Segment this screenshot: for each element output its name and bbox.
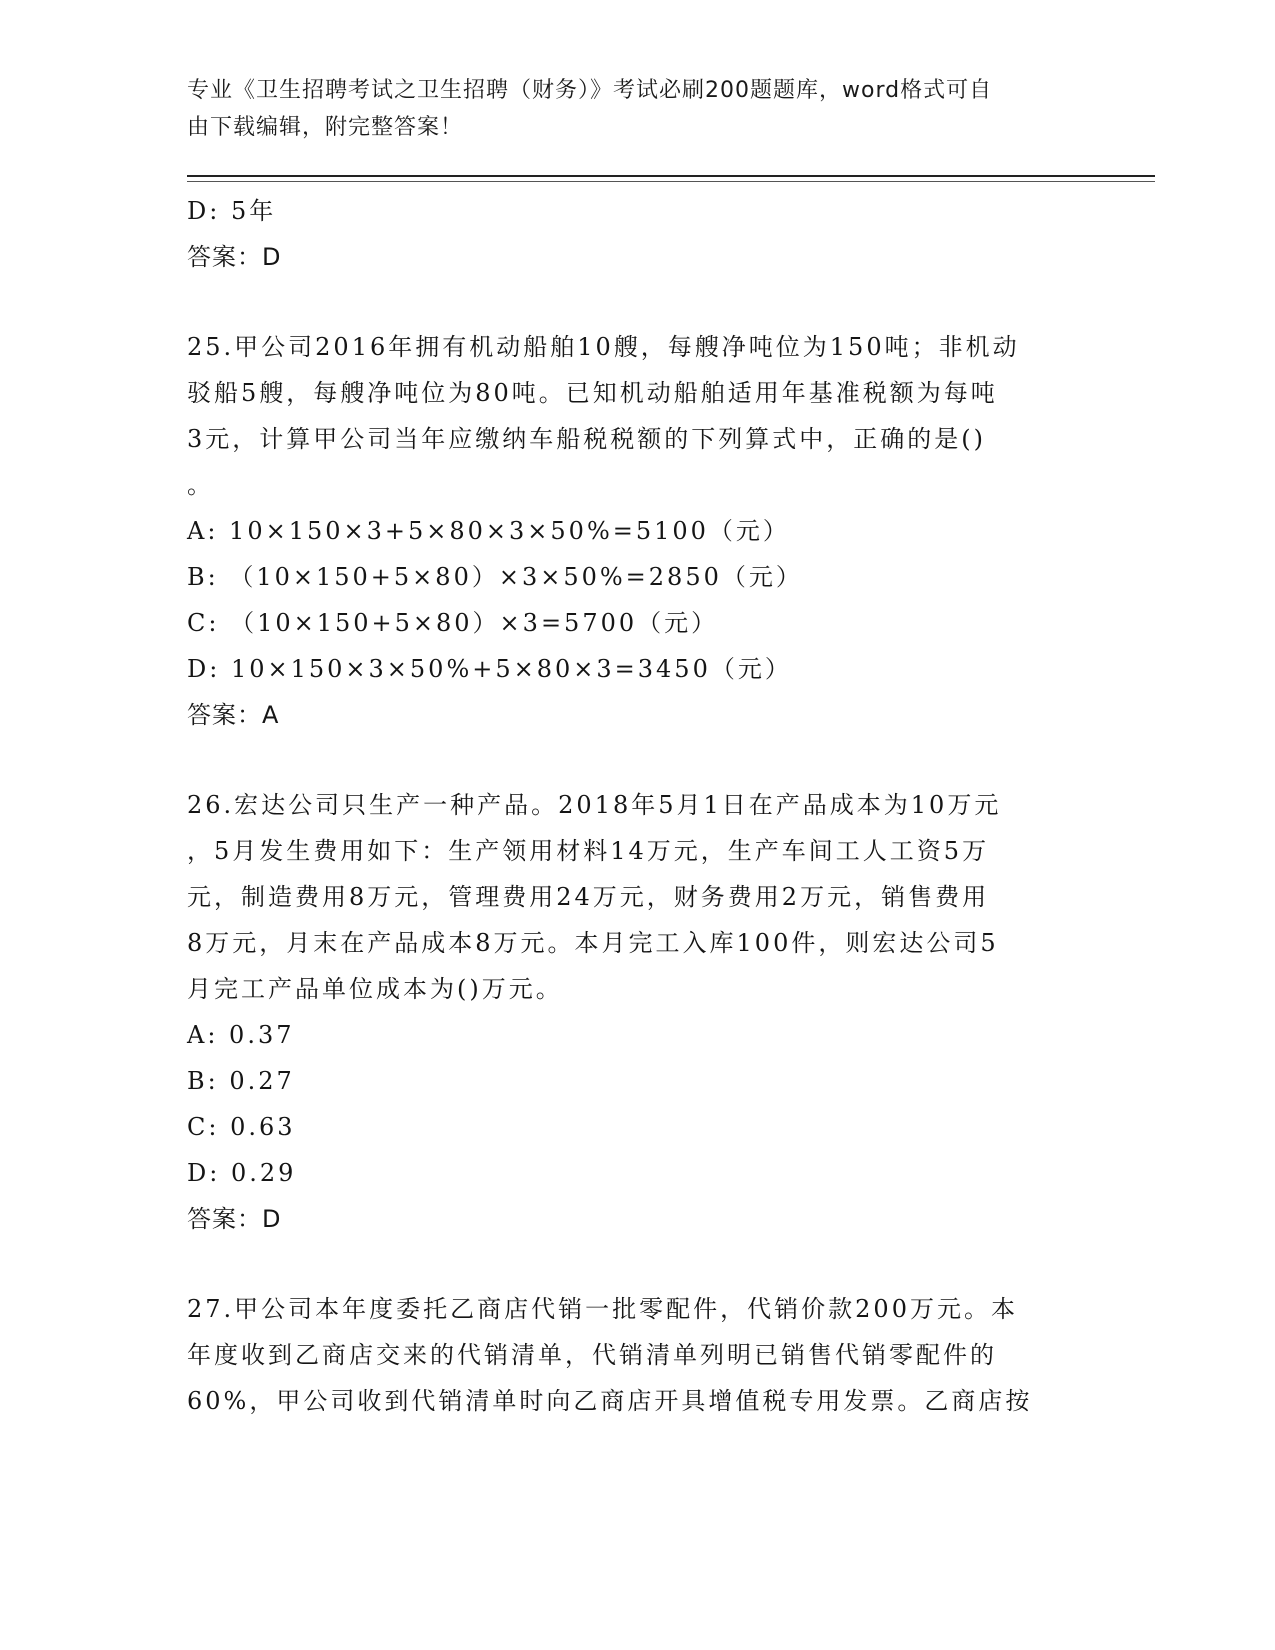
question-stem-line: 元，制造费用8万元，管理费用24万元，财务费用2万元，销售费用	[187, 883, 990, 911]
question-stem-line: 60%，甲公司收到代销清单时向乙商店开具增值税专用发票。乙商店按	[187, 1387, 1033, 1415]
question-stem-line: 25.甲公司2016年拥有机动船舶10艘，每艘净吨位为150吨；非机动	[187, 333, 1020, 361]
header-divider-thin	[187, 181, 1155, 182]
question-stem-line: 月完工产品单位成本为()万元。	[187, 975, 563, 1003]
answer-line: 答案：A	[187, 701, 280, 729]
header-line-2: 由下载编辑，附完整答案！	[187, 115, 464, 140]
option-b: B: （10×150+5×80）×3×50%=2850（元）	[187, 563, 803, 591]
question-25	[187, 324, 1087, 738]
header-line-1: 专业《卫生招聘考试之卫生招聘（财务）》考试必刷200题题库，word格式可自	[187, 78, 993, 103]
header-divider-thick	[187, 175, 1155, 177]
answer-line: 答案：D	[187, 1205, 282, 1233]
question-stem-line: 27.甲公司本年度委托乙商店代销一批零配件，代销价款200万元。本	[187, 1295, 1018, 1323]
option-a: A: 10×150×3+5×80×3×50%=5100（元）	[187, 517, 790, 545]
question-stem-line: ，5月发生费用如下：生产领用材料14万元，生产车间工人工资5万	[187, 837, 990, 865]
question-26	[187, 782, 1087, 1242]
answer-line: 答案：D	[187, 243, 282, 271]
question-27	[187, 1286, 1087, 1424]
question-stem-line: 驳船5艘，每艘净吨位为80吨。已知机动船舶适用年基准税额为每吨	[187, 379, 998, 407]
question-stem-line: 8万元，月末在产品成本8万元。本月完工入库100件，则宏达公司5	[187, 929, 999, 957]
option-c: C: 0.63	[187, 1113, 296, 1141]
document-body	[187, 188, 1087, 1424]
option-d: D: 0.29	[187, 1159, 297, 1187]
option-c: C: （10×150+5×80）×3=5700（元）	[187, 609, 719, 637]
option-a: A: 0.37	[187, 1021, 295, 1049]
document-header	[187, 72, 1067, 146]
prev-question-tail	[187, 188, 1087, 280]
option-d: D: 10×150×3×50%+5×80×3=3450（元）	[187, 655, 792, 683]
question-stem-line: 26.宏达公司只生产一种产品。2018年5月1日在产品成本为10万元	[187, 791, 1002, 819]
question-stem-line: 3元，计算甲公司当年应缴纳车船税税额的下列算式中，正确的是()	[187, 425, 986, 453]
option-d: D: 5年	[187, 197, 277, 225]
option-b: B: 0.27	[187, 1067, 295, 1095]
question-stem-line: 。	[187, 471, 214, 499]
question-stem-line: 年度收到乙商店交来的代销清单，代销清单列明已销售代销零配件的	[187, 1341, 997, 1369]
